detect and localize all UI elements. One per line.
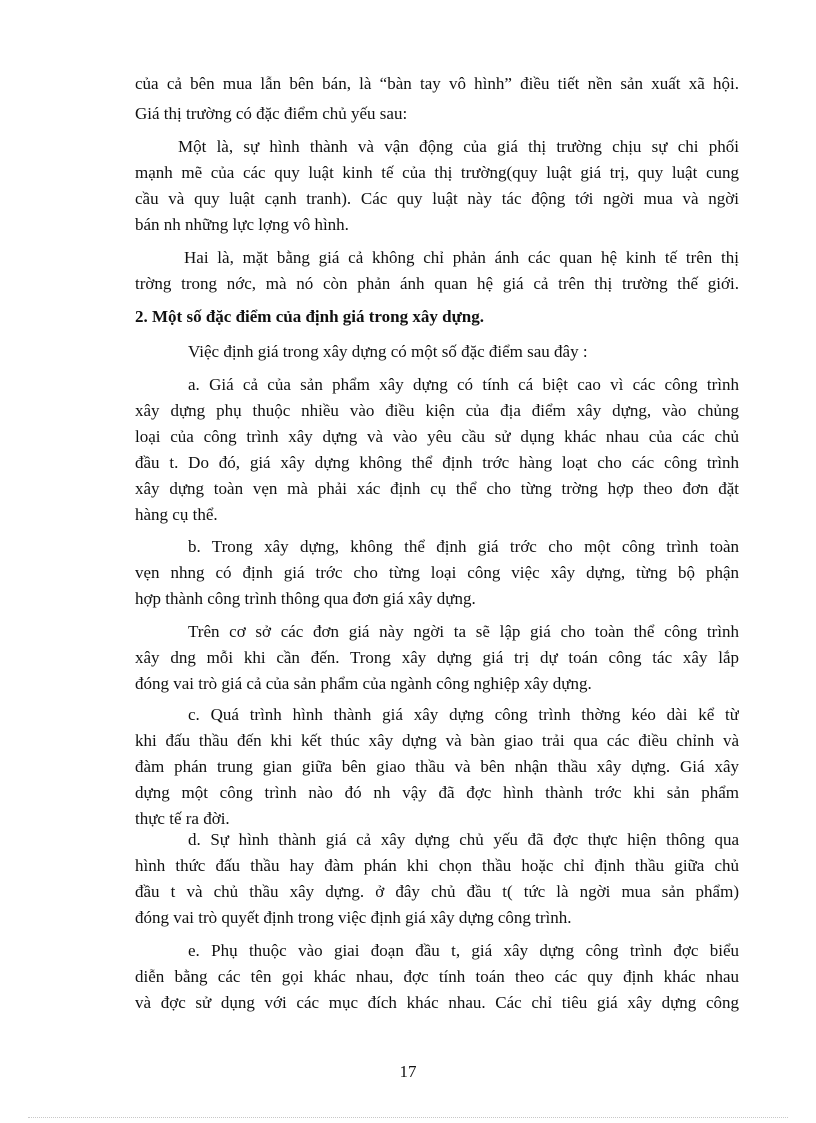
body-line: thực tế ra đời.: [135, 809, 230, 828]
body-line: b. Trong xây dựng, không thể định giá trớc cho một công trình toàn: [188, 537, 739, 556]
body-line: diễn bằng các tên gọi khác nhau, đợc tính toán theo các quy định khác nhau: [135, 967, 739, 986]
body-line: bán nh những lực lợng vô hình.: [135, 215, 349, 234]
body-line: cầu và quy luật cạnh tranh). Các quy luật này tác động tới ngời mua và ngời: [135, 189, 739, 208]
body-line: Giá thị trường có đặc điểm chủ yếu sau:: [135, 104, 408, 123]
body-line: d. Sự hình thành giá cả xây dựng chủ yếu đã đợc thực hiện thông qua: [188, 830, 739, 849]
body-line: đàm phán trung gian giữa bên giao thầu và bên nhận thầu xây dựng. Giá xây: [135, 757, 739, 776]
body-line: Hai là, mặt bằng giá cả không chỉ phản ánh các quan hệ kinh tế trên thị: [184, 248, 739, 267]
body-line: mạnh mẽ của các quy luật kinh tế của thị trường(quy luật giá trị, quy luật cung: [135, 163, 739, 182]
body-line: khi đấu thầu đến khi kết thúc xây dựng và bàn giao trải qua các điều chỉnh và: [135, 731, 739, 750]
body-line: c. Quá trình hình thành giá xây dựng công trình thờng kéo dài kể từ: [188, 705, 739, 724]
body-line: trờng trong nớc, mà nó còn phản ánh quan hệ giá cả trên thị trường thế giới.: [135, 274, 739, 293]
body-line: Một là, sự hình thành và vận động của giá thị trường chịu sự chi phối: [178, 137, 739, 156]
body-line: hình thức đấu thầu hay đàm phán khi chọn thầu hoặc chỉ định thầu giữa chủ: [135, 856, 739, 875]
body-line: xây dựng toàn vẹn mà phải xác định cụ thể cho từng trờng hợp theo đơn đặt: [135, 479, 739, 498]
body-line: đầu t và chủ thầu xây dựng. ở đây chủ đầu t( tức là ngời mua sản phẩm): [135, 882, 739, 901]
body-line: đóng vai trò giá cả của sản phẩm của ngành công nghiệp xây dựng.: [135, 674, 592, 693]
body-line: đầu t. Do đó, giá xây dựng không thể định trớc hàng loạt cho các công trình: [135, 453, 739, 472]
body-line: Việc định giá trong xây dựng có một số đặc điểm sau đây :: [188, 342, 588, 361]
body-line: dựng một công trình nào đó nh vậy đã đợc hình thành trớc khi sản phẩm: [135, 783, 739, 802]
body-line: của cả bên mua lẫn bên bán, là “bàn tay vô hình” điều tiết nền sản xuất xã hội.: [135, 74, 739, 93]
body-line: và đợc sử dụng với các mục đích khác nhau. Các chỉ tiêu giá xây dựng công: [135, 993, 739, 1012]
body-line: loại của công trình xây dựng và vào yêu cầu sử dụng khác nhau của các chủ: [135, 427, 739, 446]
page-number: 17: [399, 1062, 417, 1081]
page-bottom-divider: [28, 1117, 788, 1118]
body-line: a. Giá cả của sản phẩm xây dựng có tính cá biệt cao vì các công trình: [188, 375, 739, 394]
section-heading: 2. Một số đặc điểm của định giá trong xây dựng.: [135, 307, 484, 326]
body-line: vẹn nhng có định giá trớc cho từng loại công việc xây dựng, từng bộ phận: [135, 563, 739, 582]
body-line: đóng vai trò quyết định trong việc định giá xây dựng công trình.: [135, 908, 572, 927]
body-line: hợp thành công trình thông qua đơn giá xây dựng.: [135, 589, 476, 608]
body-line: Trên cơ sở các đơn giá này ngời ta sẽ lập giá cho toàn thể công trình: [188, 622, 739, 641]
body-line: xây dng mỗi khi cần đến. Trong xây dựng giá trị dự toán công tác xây lắp: [135, 648, 739, 667]
body-line: xây dựng phụ thuộc nhiều vào điều kiện của địa điểm xây dựng, vào chủng: [135, 401, 739, 420]
body-line: hàng cụ thể.: [135, 505, 218, 524]
body-line: e. Phụ thuộc vào giai đoạn đầu t, giá xây dựng công trình đợc biểu: [188, 941, 739, 960]
